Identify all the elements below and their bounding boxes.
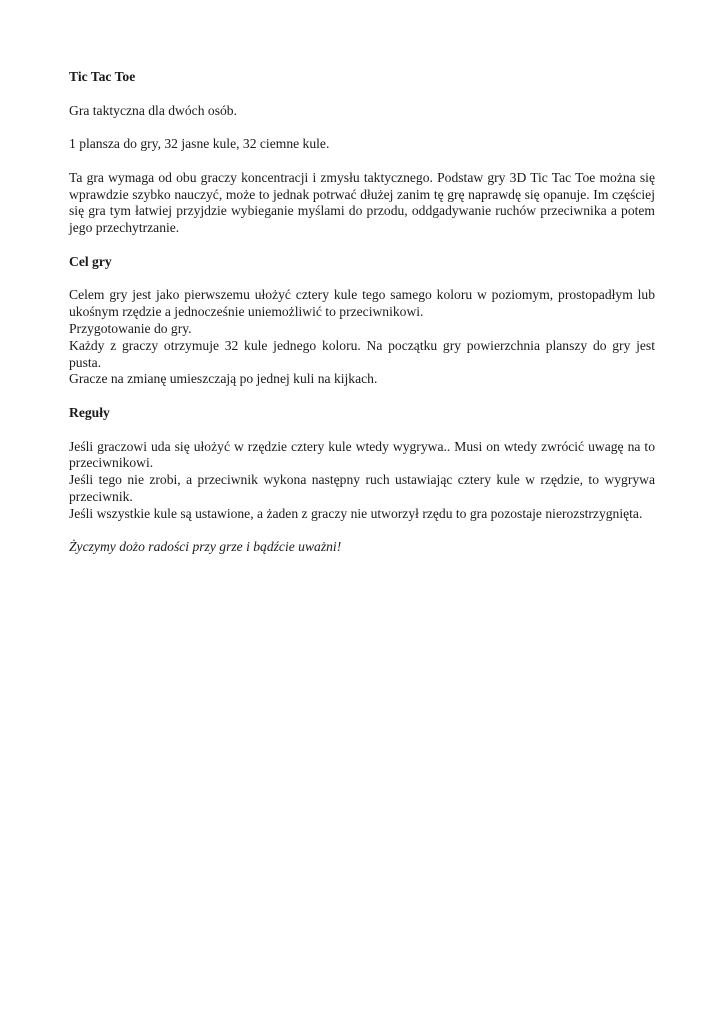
intro-paragraph: Ta gra wymaga od obu graczy koncentracji i zmysłu taktycznego. Podstaw gry 3D Tic Tac Toe można się wprawdzie szybko nauczyć, może to jednak potrwać dłużej zanim tę grę naprawdę się opanuje. Im częściej się gra tym łatwiej przyjdzie wybieganie myślami do przodu, oddgadywanie ruchów przeciwnika a potem jego przechytrzanie. <box>69 169 655 236</box>
document-body <box>69 69 655 573</box>
closing-wish: Życzymy dożo radości przy grze i bądźcie uważni! <box>69 539 342 555</box>
document-title: Tic Tac Toe <box>69 69 136 84</box>
rules-line: Jeśli wszystkie kule są ustawione, a żaden z graczy nie utworzył rzędu to gra pozostaje nierozstrzygnięta. <box>69 505 643 521</box>
goal-line: Celem gry jest jako pierwszemu ułożyć cztery kule tego samego koloru w poziomym, prostopadłym lub ukośnym rzędzie a jednocześnie uniemożliwić to przeciwnikowi. <box>69 287 655 320</box>
goal-heading: Cel gry <box>69 253 112 269</box>
game-contents: 1 plansza do gry, 32 jasne kule, 32 ciemne kule. <box>69 136 330 152</box>
goal-line: Gracze na zmianę umieszczają po jednej kuli na kijkach. <box>69 371 378 387</box>
document-subtitle: Gra taktyczna dla dwóch osób. <box>69 102 237 118</box>
rules-heading: Reguły <box>69 404 110 420</box>
rules-line: Jeśli graczowi uda się ułożyć w rzędzie cztery kule wtedy wygrywa.. Musi on wtedy zwrócić uwagę na to przeciwnikowi. <box>69 438 655 471</box>
rules-line: Jeśli tego nie zrobi, a przeciwnik wykona następny ruch ustawiając cztery kule w rzędzie, to wygrywa przeciwnik. <box>69 472 655 504</box>
goal-line: Każdy z graczy otrzymuje 32 kule jednego koloru. Na początku gry powierzchnia planszy do gry jest pusta. <box>69 337 655 370</box>
rules-section <box>69 439 655 523</box>
goal-section <box>69 287 655 388</box>
goal-line: Przygotowanie do gry. <box>69 320 192 336</box>
